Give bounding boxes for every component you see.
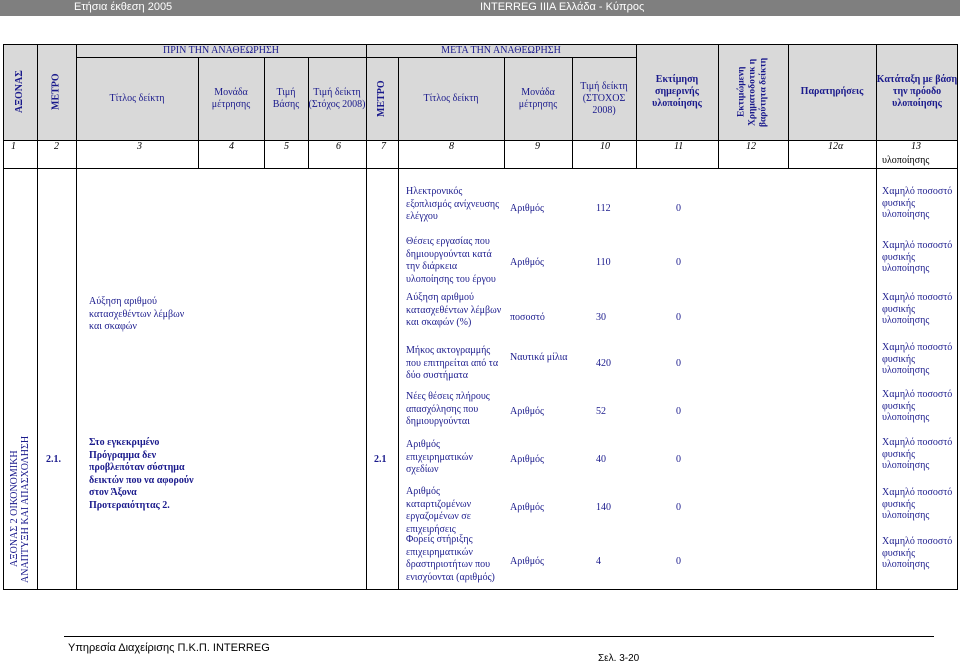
indicator-unit: Αριθμός — [510, 203, 545, 214]
indicator-current-value: 0 — [676, 556, 681, 567]
col-measure2-header: ΜΕΤΡΟ — [376, 80, 387, 118]
indicator-unit: Αριθμός — [510, 257, 545, 268]
indicator-target-value: 52 — [596, 406, 606, 417]
indicator-title: Αριθμός καταρτιζομένων εργαζομένων σε επιχειρήσεις — [406, 486, 472, 535]
indicator-unit: Ναυτικά μίλια — [510, 352, 568, 363]
col-number: 3 — [137, 141, 142, 152]
indicator-ranking: Χαμηλό ποσοστό φυσικής υλοποίησης — [882, 389, 953, 423]
column-numbers-row — [3, 141, 958, 153]
ranking-continuation: υλοποίησης — [882, 155, 930, 166]
indicator-current-value: 0 — [676, 257, 681, 268]
col-number: 8 — [449, 141, 454, 152]
col-base-value-header: Τιμή Βάσης — [272, 87, 300, 110]
programme-title: INTERREG IIIA Ελλάδα - Κύπρος — [480, 1, 645, 13]
indicator-target-value: 140 — [596, 502, 611, 513]
col-axis-header: ΑΞΟΝΑΣ — [14, 70, 25, 114]
col-target-value-header: Τιμή δείκτη (Στόχος 2008) — [308, 87, 366, 110]
col-number: 12α — [828, 141, 844, 152]
indicator-title: Ηλεκτρονικός εξοπλισμός ανίχνευσης ελέγχου — [406, 186, 500, 222]
measure2-code: 2.1 — [374, 454, 387, 465]
indicator-ranking: Χαμηλό ποσοστό φυσικής υλοποίησης — [882, 437, 953, 471]
indicator-unit: Αριθμός — [510, 502, 545, 513]
indicator-current-value: 0 — [676, 312, 681, 323]
col-number: 1 — [11, 141, 16, 152]
indicator-current-value: 0 — [676, 406, 681, 417]
report-title: Ετήσια έκθεση 2005 — [74, 1, 173, 13]
document-header-bar — [0, 0, 960, 16]
indicator-target-value: 4 — [596, 556, 601, 567]
col-number: 5 — [284, 141, 289, 152]
indicator-ranking: Χαμηλό ποσοστό φυσικής υλοποίησης — [882, 342, 953, 376]
col-estimated-funding-header: Εκτιμώμενη Χρηματοδοτικ η βαρύτητα δείκτη — [736, 57, 769, 127]
indicator-title: Νέες θέσεις πλήρους απασχόλησης που δημιουργούνται — [406, 391, 490, 427]
indicator-current-value: 0 — [676, 203, 681, 214]
indicator-title: Αριθμός επιχειρηματικών σχεδίων — [406, 439, 473, 475]
revision-note: Στο εγκεκριμένο Πρόγραμμα δεν προβλεπόταν σύστημα δεικτών που να αφορούν στον Άξονα Προτεραιότητας 2. — [89, 437, 194, 511]
group-before-revision: ΠΡΙΝ ΤΗΝ ΑΝΑΘΕΩΡΗΣΗ — [163, 45, 279, 56]
group-after-revision: ΜΕΤΑ ΤΗΝ ΑΝΑΘΕΩΡΗΣΗ — [441, 45, 561, 56]
indicator-target-value: 420 — [596, 358, 611, 369]
indicator-title: Μήκος ακτογραμμής που επιτηρείται από τα δύο συστήματα — [406, 345, 499, 381]
indicator-unit: Αριθμός — [510, 406, 545, 417]
col-remarks-header: Παρατηρήσεις — [800, 86, 864, 97]
col-number: 4 — [229, 141, 234, 152]
indicator-unit: ποσοστό — [510, 312, 545, 323]
col-unit2-header: Μονάδα μέτρησης — [518, 87, 558, 110]
col-unit-header: Μονάδα μέτρησης — [211, 87, 251, 110]
indicator-ranking: Χαμηλό ποσοστό φυσικής υλοποίησης — [882, 487, 953, 521]
col-number: 13 — [911, 141, 921, 152]
col-measure-header: ΜΕΤΡΟ — [50, 73, 62, 111]
col-number: 9 — [535, 141, 540, 152]
col-ranking-header: Κατάταξη με βάση την πρόοδο υλοποίησης — [876, 74, 958, 109]
col-current-estimate-header: Εκτίμηση σημερινής υλοποίησης — [652, 74, 702, 109]
measure-code: 2.1. — [46, 454, 61, 465]
col-indicator-title2-header: Τίτλος δείκτη — [423, 93, 479, 104]
indicator-title: Φορείς στήριξης επιχειρηματικών δραστηριοτήτων που ενισχύονται (αριθμός) — [406, 534, 495, 583]
col-number: 12 — [746, 141, 756, 152]
indicator-ranking: Χαμηλό ποσοστό φυσικής υλοποίησης — [882, 536, 953, 570]
col-number: 11 — [674, 141, 684, 152]
indicator-ranking: Χαμηλό ποσοστό φυσικής υλοποίησης — [882, 292, 953, 326]
indicator-unit: Αριθμός — [510, 454, 545, 465]
indicator-title: Αύξηση αριθμού κατασχεθέντων λέμβων και σκαφών (%) — [406, 292, 502, 328]
page-number: Σελ. 3-20 — [598, 653, 640, 664]
indicator-unit: Αριθμός — [510, 556, 545, 567]
col-indicator-title-header: Τίτλος δείκτη — [109, 93, 165, 104]
indicator-target-value: 110 — [596, 257, 611, 268]
indicator-ranking: Χαμηλό ποσοστό φυσικής υλοποίησης — [882, 240, 953, 274]
indicator-ranking: Χαμηλό ποσοστό φυσικής υλοποίησης — [882, 186, 953, 220]
indicator-current-value: 0 — [676, 358, 681, 369]
indicator-target-value: 112 — [596, 203, 611, 214]
indicator-current-value: 0 — [676, 454, 681, 465]
axis-label: ΑΞΟΝΑΣ 2 ΟΙΚΟΝΟΜΙΚΗ ΑΝΑΠΤΥΞΗ ΚΑΙ ΑΠΑΣΧΟΛΗΣΗ — [9, 435, 31, 583]
indicator-target-value: 30 — [596, 312, 606, 323]
col-number: 2 — [54, 141, 59, 152]
indicator-target-value: 40 — [596, 454, 606, 465]
col-target-value2-header: Τιμή δείκτη (ΣΤΟΧΟΣ 2008) — [580, 81, 628, 116]
col-number: 7 — [381, 141, 386, 152]
footer-organisation: Υπηρεσία Διαχείρισης Π.Κ.Π. INTERREG — [68, 642, 270, 654]
col-number: 6 — [336, 141, 341, 152]
old-indicator-title: Αύξηση αριθμού κατασχεθέντων λέμβων και σκαφών — [89, 296, 185, 332]
indicator-title: Θέσεις εργασίας που δημιουργούνται κατά την διάρκεια υλοποίησης του έργου — [406, 236, 496, 285]
indicator-current-value: 0 — [676, 502, 681, 513]
col-number: 10 — [600, 141, 610, 152]
